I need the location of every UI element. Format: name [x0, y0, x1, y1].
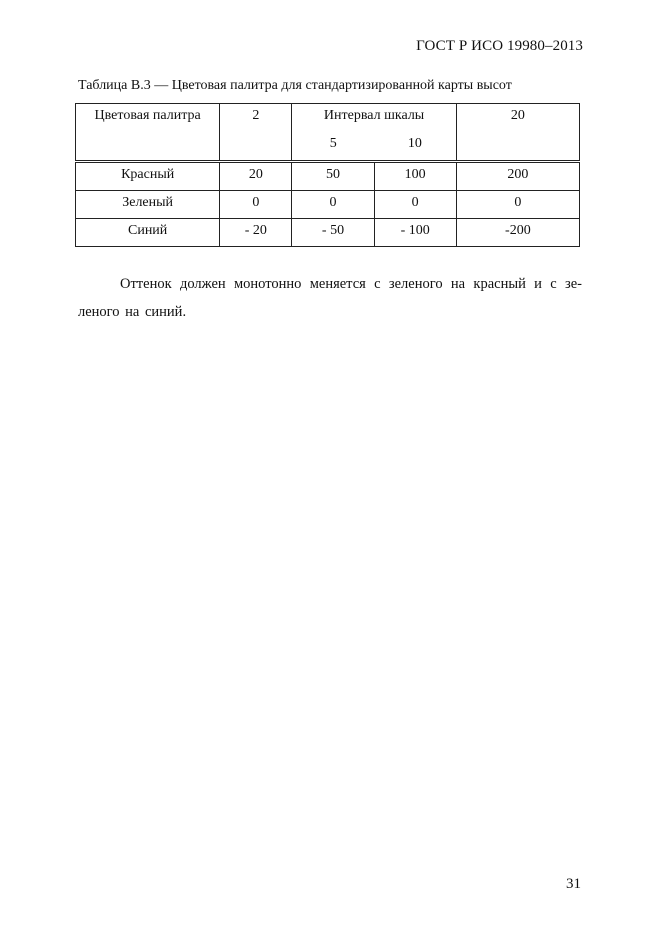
header-col-10-label: 10	[407, 136, 422, 151]
row-value-cell: 50	[292, 162, 374, 191]
page-number: 31	[566, 876, 581, 892]
row-value-cell: 0	[220, 191, 292, 219]
body-paragraph: Оттенок должен монотонно меняется с зеленого на красный и с зе-леного на синий.	[78, 276, 582, 320]
header-col-2-label: 2	[252, 108, 260, 123]
row-value-cell: -200	[456, 219, 579, 247]
row-name-cell: Зеленый	[76, 191, 220, 219]
row-value-cell: - 50	[292, 219, 374, 247]
row-value-cell: 0	[456, 191, 579, 219]
table-caption: Таблица В.3 — Цветовая палитра для стандартизированной карты высот	[78, 78, 512, 93]
row-name-cell: Синий	[76, 219, 220, 247]
row-value-cell: 0	[292, 191, 374, 219]
standard-code: ГОСТ Р ИСО 19980–2013	[416, 38, 583, 54]
row-value-cell: 20	[220, 162, 292, 191]
table-header-row	[76, 104, 580, 162]
row-value-cell: 0	[374, 191, 456, 219]
color-palette-table	[75, 103, 580, 247]
header-col-20	[456, 104, 579, 162]
row-name-cell: Красный	[76, 162, 220, 191]
header-col-2	[220, 104, 292, 162]
header-col-5-label: 5	[329, 136, 337, 151]
header-interval-cell	[292, 104, 456, 162]
table-row	[76, 162, 580, 191]
header-palette-label: Цветовая палитра	[94, 108, 201, 123]
table-row	[76, 219, 580, 247]
header-palette-cell	[76, 104, 220, 162]
header-col-20-label: 20	[510, 108, 525, 123]
row-value-cell: 200	[456, 162, 579, 191]
row-value-cell: - 100	[374, 219, 456, 247]
row-value-cell: 100	[374, 162, 456, 191]
table-row	[76, 191, 580, 219]
header-interval-label: Интервал шкалы	[323, 108, 425, 123]
row-value-cell: - 20	[220, 219, 292, 247]
